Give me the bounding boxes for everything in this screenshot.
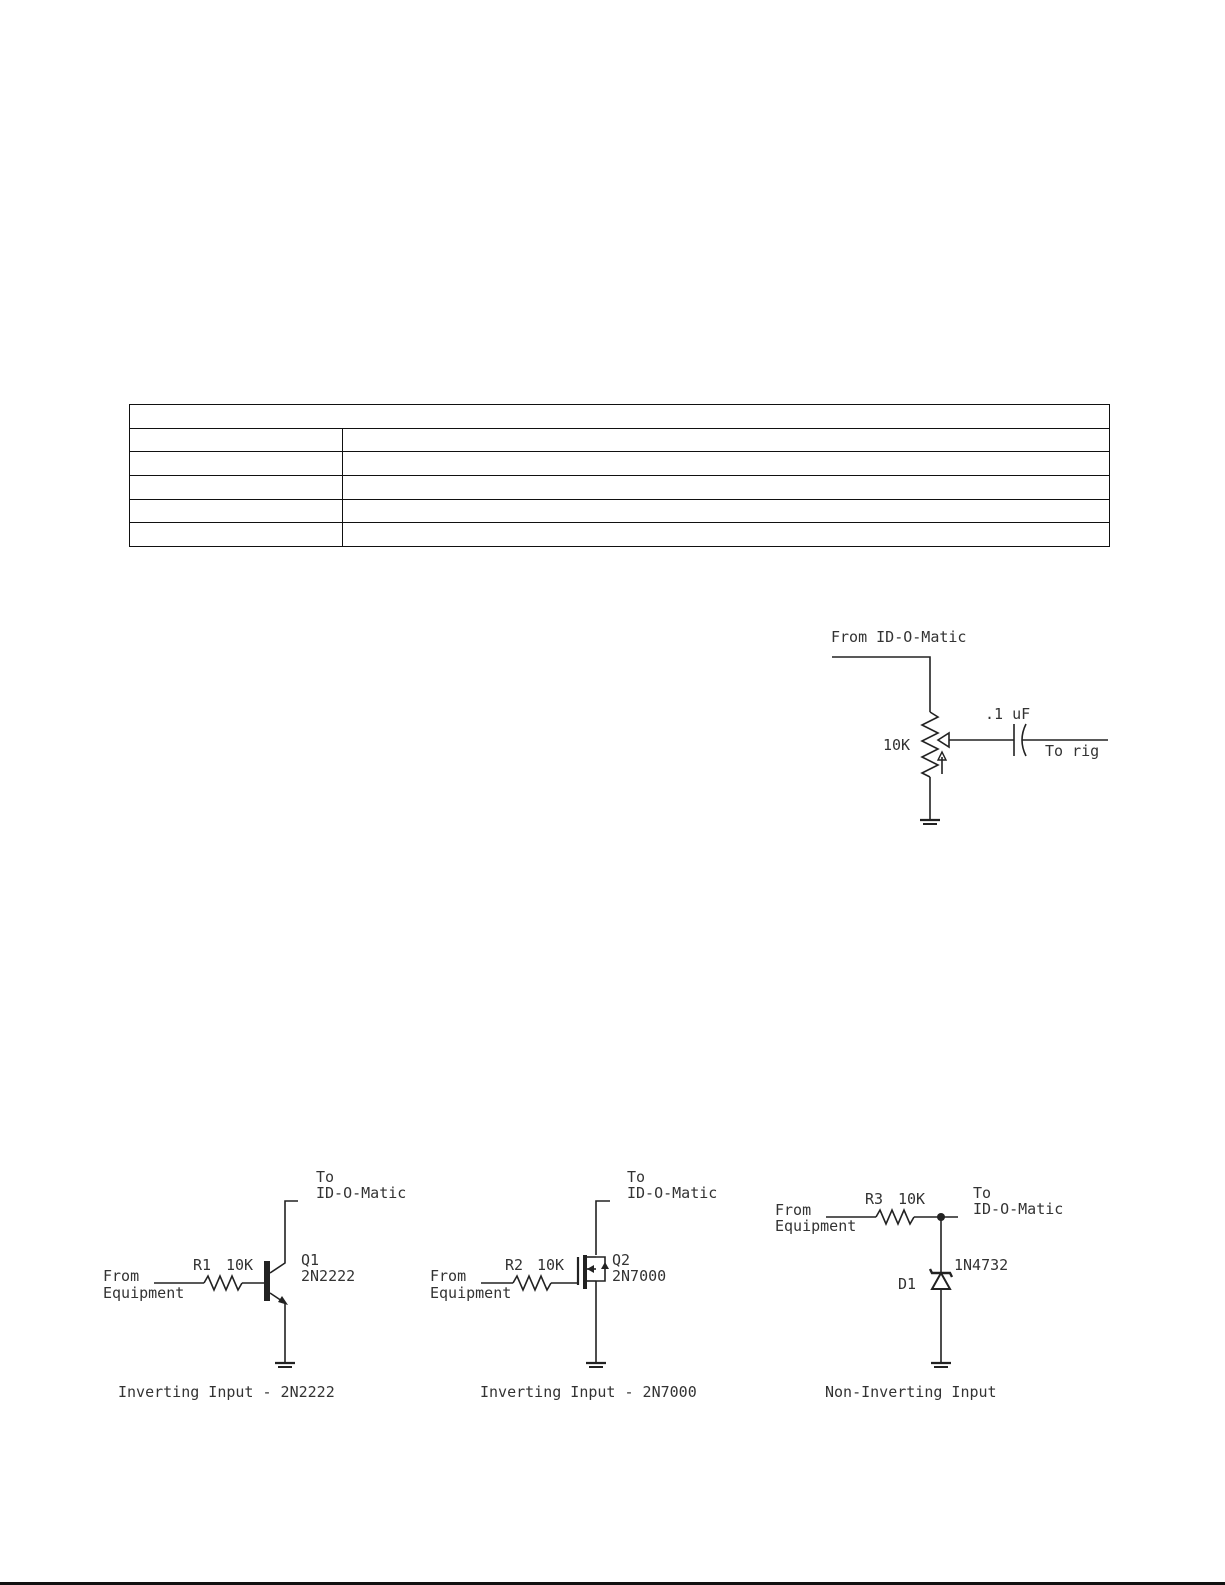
table-cell xyxy=(130,523,343,547)
cap-value-label: .1 uF xyxy=(985,705,1031,723)
device-ref-label: Q1 xyxy=(301,1251,320,1269)
pot-value-label: 10K xyxy=(883,736,911,754)
table-row xyxy=(130,428,1110,452)
resistor-ref-label: R3 xyxy=(865,1190,884,1208)
device-ref-label: Q2 xyxy=(612,1251,631,1269)
wiper-arrow xyxy=(938,733,949,747)
table-row xyxy=(130,452,1110,476)
device-part-label: 2N7000 xyxy=(612,1267,667,1285)
inverting-input-2n7000-schematic xyxy=(425,1165,765,1410)
equipment-label: Equipment xyxy=(430,1284,512,1302)
table-row xyxy=(130,523,1110,547)
potentiometer-resistor xyxy=(922,712,938,777)
to-label: To xyxy=(627,1168,646,1186)
from-label: From xyxy=(103,1267,140,1285)
audio-output-schematic xyxy=(828,622,1113,862)
equipment-label: Equipment xyxy=(775,1217,857,1235)
to-label: To xyxy=(316,1168,335,1186)
zener-diode-icon xyxy=(932,1273,950,1289)
to-id-o-matic-label: ID-O-Matic xyxy=(973,1200,1064,1218)
emitter-arrow-icon xyxy=(278,1296,288,1305)
caption: Non-Inverting Input xyxy=(825,1383,997,1401)
to-id-o-matic-label: ID-O-Matic xyxy=(627,1184,718,1202)
body-arrow-icon xyxy=(587,1265,594,1273)
body-diode-icon xyxy=(601,1262,609,1269)
table-cell xyxy=(343,499,1110,523)
table-cell xyxy=(130,428,343,452)
input-wire xyxy=(832,657,930,712)
resistor-value-label: 10K xyxy=(898,1190,926,1208)
table-cell xyxy=(343,523,1110,547)
inverting-input-2n2222-schematic xyxy=(98,1165,438,1410)
caption: Inverting Input - 2N7000 xyxy=(480,1383,697,1401)
resistor xyxy=(204,1276,242,1290)
resistor xyxy=(876,1210,914,1224)
table-cell xyxy=(130,475,343,499)
non-inverting-input-schematic xyxy=(770,1165,1090,1410)
table-cell xyxy=(130,452,343,476)
resistor-value-label: 10K xyxy=(537,1256,565,1274)
drain-wire xyxy=(596,1201,610,1255)
caption: Inverting Input - 2N2222 xyxy=(118,1383,335,1401)
from-label: From xyxy=(430,1267,467,1285)
table-cell xyxy=(343,452,1110,476)
table-cell xyxy=(130,405,1110,429)
from-label: From xyxy=(775,1201,812,1219)
table-header-row xyxy=(130,405,1110,429)
to-id-o-matic-label: ID-O-Matic xyxy=(316,1184,407,1202)
table-cell xyxy=(343,475,1110,499)
resistor-value-label: 10K xyxy=(226,1256,254,1274)
from-id-o-matic-label: From ID-O-Matic xyxy=(831,628,967,646)
to-rig-label: To rig xyxy=(1045,742,1100,760)
diode-ref-label: D1 xyxy=(898,1275,917,1293)
to-label: To xyxy=(973,1184,992,1202)
diode-part-label: 1N4732 xyxy=(954,1256,1009,1274)
table-cell xyxy=(130,499,343,523)
device-part-label: 2N2222 xyxy=(301,1267,356,1285)
table-row xyxy=(130,499,1110,523)
table-cell xyxy=(343,428,1110,452)
blank-table xyxy=(129,404,1110,547)
resistor-ref-label: R1 xyxy=(193,1256,212,1274)
collector-wire xyxy=(270,1201,298,1273)
table-row xyxy=(130,475,1110,499)
resistor xyxy=(513,1276,551,1290)
resistor-ref-label: R2 xyxy=(505,1256,524,1274)
equipment-label: Equipment xyxy=(103,1284,185,1302)
